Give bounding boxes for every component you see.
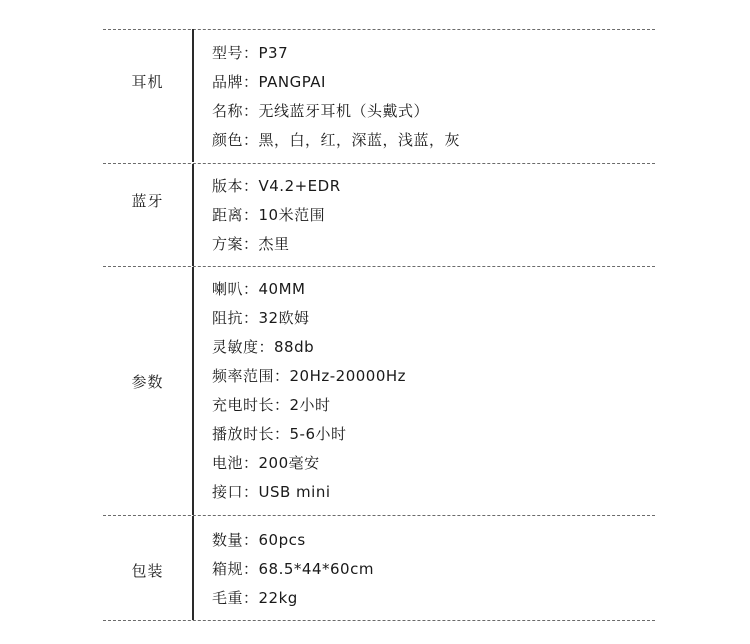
section-divider — [103, 163, 655, 164]
column-divider — [192, 516, 194, 620]
table-top-border — [103, 29, 655, 30]
spec-row-port: 接口：USB mini — [212, 483, 331, 501]
table-bottom-border — [103, 620, 655, 621]
column-divider — [192, 29, 194, 162]
spec-row-model: 型号：P37 — [212, 44, 289, 62]
category-label-parameters: 参数 — [131, 373, 164, 391]
spec-row-battery: 电池：200毫安 — [212, 454, 320, 472]
spec-row-gross-weight: 毛重：22kg — [212, 589, 298, 607]
spec-row-carton-size: 箱规：68.5*44*60cm — [212, 560, 374, 578]
section-divider — [103, 515, 655, 516]
spec-row-frequency: 频率范围：20Hz-20000Hz — [212, 367, 407, 385]
spec-row-chipset: 方案：杰里 — [212, 235, 290, 253]
category-label-headphones: 耳机 — [131, 73, 164, 91]
spec-row-impedance: 阻抗：32欧姆 — [212, 309, 310, 327]
spec-row-range: 距离：10米范围 — [212, 206, 326, 224]
category-label-packaging: 包装 — [131, 562, 164, 580]
spec-row-sensitivity: 灵敏度：88db — [212, 338, 315, 356]
section-divider — [103, 266, 655, 267]
spec-row-quantity: 数量：60pcs — [212, 531, 306, 549]
column-divider — [192, 267, 194, 515]
category-label-bluetooth: 蓝牙 — [131, 192, 164, 210]
spec-row-charge-time: 充电时长：2小时 — [212, 396, 331, 414]
spec-row-play-time: 播放时长：5-6小时 — [212, 425, 347, 443]
spec-row-colors: 颜色：黑，白，红，深蓝，浅蓝，灰 — [212, 131, 461, 149]
spec-row-speaker: 喇叭：40MM — [212, 280, 306, 298]
column-divider — [192, 164, 194, 266]
spec-row-brand: 品牌：PANGPAI — [212, 73, 326, 91]
spec-row-version: 版本：V4.2+EDR — [212, 177, 341, 195]
spec-row-name: 名称：无线蓝牙耳机（头戴式） — [212, 102, 430, 120]
